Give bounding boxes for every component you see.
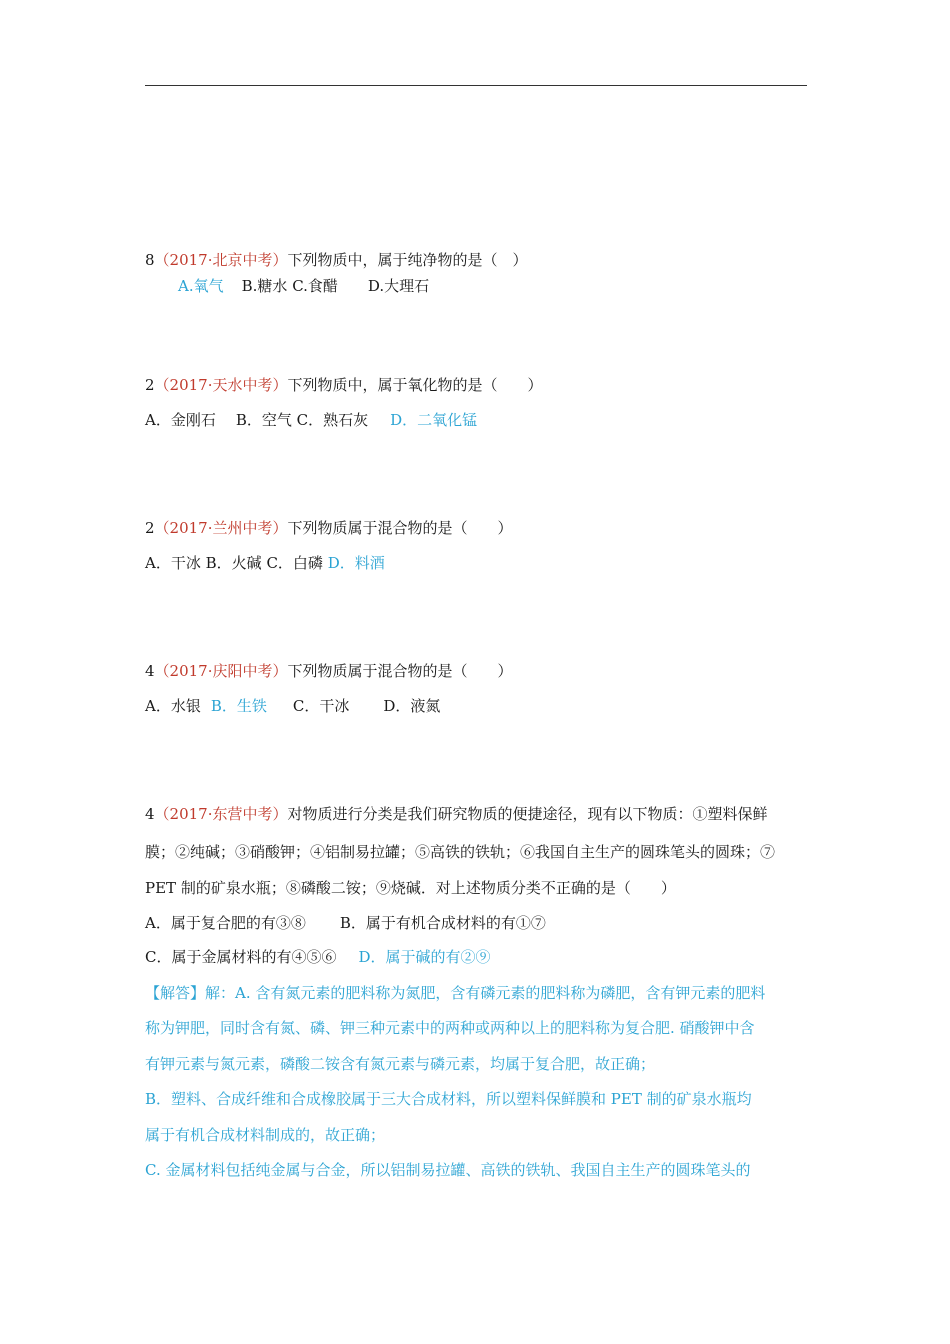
q3-option-b: B．火碱	[205, 554, 262, 572]
answer-line-3: 有钾元素与氮元素，磷酸二铵含有氮元素与磷元素，均属于复合肥，故正确；	[145, 1055, 656, 1073]
answer-line-6: C. 金属材料包括纯金属与合金，所以铝制易拉罐、高铁的铁轨、我国自主生产的圆珠笔头的	[145, 1161, 751, 1179]
q4-option-b: B．生铁	[210, 697, 267, 715]
q1-text: 下列物质中，属于纯净物的是（ ）	[287, 251, 528, 269]
q2-option-c: C．熟石灰	[296, 411, 369, 429]
q4-option-d: D．液氮	[383, 697, 441, 715]
q3-text: 下列物质属于混合物的是（ ）	[287, 519, 513, 537]
q1-stem	[145, 250, 528, 270]
q5-number: 4	[145, 805, 155, 823]
q4-text: 下列物质属于混合物的是（ ）	[287, 662, 513, 680]
q1-option-b: B.糖水	[241, 277, 288, 295]
q2-text: 下列物质中，属于氧化物的是（ ）	[287, 376, 543, 394]
q5-text-1: 对物质进行分类是我们研究物质的便捷途径，现有以下物质：①塑料保鲜	[287, 805, 768, 823]
answer-line-1	[145, 983, 765, 1003]
q3-options	[145, 553, 385, 573]
q1-options	[178, 276, 429, 296]
q5-source: （2017·东营中考）	[154, 805, 288, 823]
answer-text-1: 解：A. 含有氮元素的肥料称为氮肥，含有磷元素的肥料称为磷肥，含有钾元素的肥料	[205, 984, 766, 1002]
q4-option-c: C．干冰	[292, 697, 350, 715]
q5-options-row-1	[145, 913, 546, 933]
q3-number: 2	[145, 519, 155, 537]
q3-stem	[145, 518, 513, 538]
q5-options-row-2	[145, 947, 491, 967]
q5-stem-line-3: PET 制的矿泉水瓶；⑧磷酸二铵；⑨烧碱．对上述物质分类不正确的是（ ）	[145, 879, 676, 897]
q2-number: 2	[145, 376, 155, 394]
q1-option-c: C.食醋	[292, 277, 338, 295]
q4-stem	[145, 661, 513, 681]
q3-option-c: C．白磷	[266, 554, 323, 572]
q1-source: （2017·北京中考）	[154, 251, 288, 269]
answer-tag: 【解答】	[145, 984, 206, 1002]
q4-number: 4	[145, 662, 155, 680]
q2-option-a: A．金刚石	[145, 411, 216, 429]
q5-option-b: B．属于有机合成材料的有①⑦	[339, 914, 546, 932]
header-rule	[145, 85, 807, 86]
q5-option-c: C．属于金属材料的有④⑤⑥	[145, 948, 337, 966]
answer-line-2: 称为钾肥，同时含有氮、磷、钾三种元素中的两种或两种以上的肥料称为复合肥. 硝酸钾中含	[145, 1019, 755, 1037]
answer-line-5: 属于有机合成材料制成的，故正确；	[145, 1126, 386, 1144]
q4-source: （2017·庆阳中考）	[154, 662, 288, 680]
q1-option-d: D.大理石	[367, 277, 430, 295]
q2-option-b: B．空气	[235, 411, 292, 429]
q4-option-a: A．水银	[145, 697, 201, 715]
q5-stem-line-2: 膜；②纯碱；③硝酸钾；④铝制易拉罐；⑤高铁的铁轨；⑥我国自主生产的圆珠笔头的圆珠；⑦	[145, 843, 776, 861]
q2-stem	[145, 375, 543, 395]
q2-options	[145, 410, 477, 430]
q1-option-a: A.氧气	[178, 277, 224, 295]
q3-option-a: A．干冰	[145, 554, 201, 572]
q5-option-a: A．属于复合肥的有③⑧	[145, 914, 306, 932]
q3-option-d: D．料酒	[327, 554, 385, 572]
answer-line-4: B．塑料、合成纤维和合成橡胶属于三大合成材料，所以塑料保鲜膜和 PET 制的矿泉水瓶均	[145, 1090, 752, 1108]
q2-option-d: D．二氧化锰	[390, 411, 478, 429]
q1-number: 8	[145, 251, 155, 269]
q5-stem-line-1	[145, 804, 768, 824]
q2-source: （2017·天水中考）	[154, 376, 288, 394]
q4-options	[145, 696, 440, 716]
q5-option-d: D．属于碱的有②⑨	[358, 948, 491, 966]
q3-source: （2017·兰州中考）	[154, 519, 288, 537]
